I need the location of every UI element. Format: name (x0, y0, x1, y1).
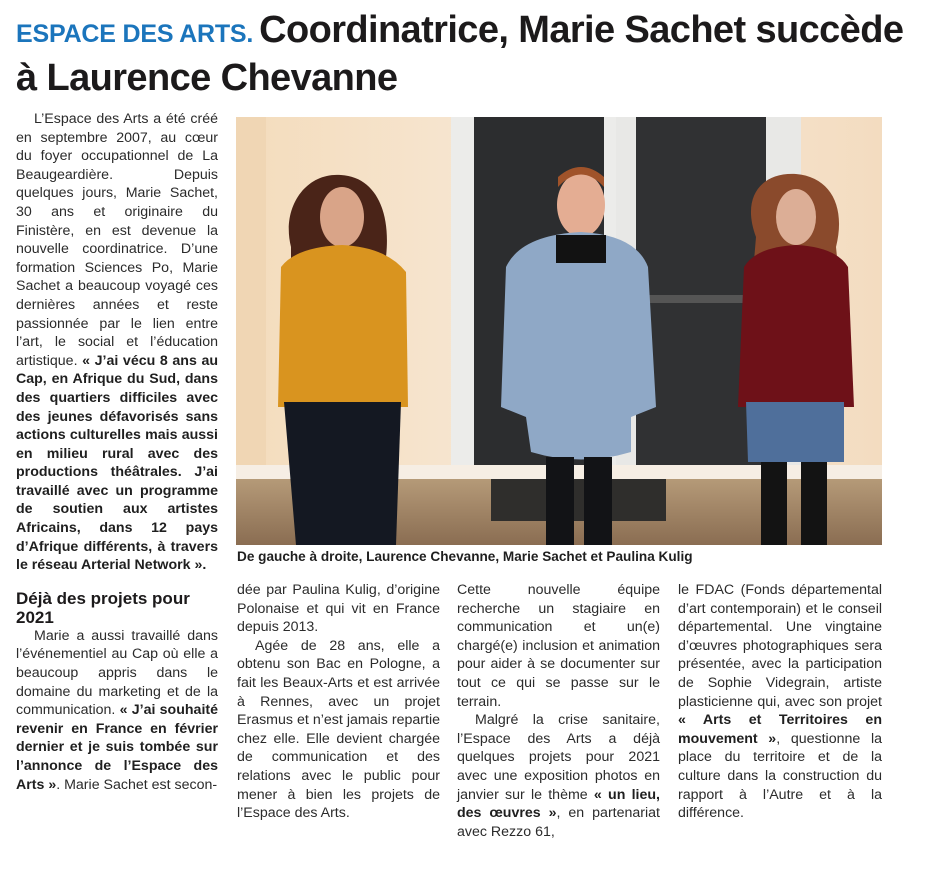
paragraph-text: Malgré la crise sanitaire, l’Espace des Arts a déjà quelques projets pour 2021 avec une exposition photos en janvier sur le thème (457, 712, 660, 803)
paragraph-text: , questionne la place du territoire et de la culture dans la construction du rapport à l’Autre et à la différence. (678, 730, 882, 822)
paragraph-text: , en partenariat avec Rezzo 61, (457, 805, 660, 840)
paragraph-text: . Marie Sachet est secon- (56, 776, 218, 793)
column-2 (237, 581, 440, 823)
kicker: ESPACE DES ARTS. (16, 20, 254, 48)
headline-text: Coordinatrice, Marie Sachet succède à Laurence Chevanne (16, 9, 904, 99)
paragraph: Cette nouvelle équipe recherche un stagiaire en communication et un(e) chargé(e) inclusion et animation pour aider à se documenter sur tout ce qui se passe sur le terrain. (457, 582, 660, 710)
column-4 (678, 581, 882, 823)
article-photo (236, 117, 882, 545)
paragraph (457, 711, 660, 841)
paragraph (16, 627, 218, 794)
paragraph-text: le FDAC (Fonds départemental d’art contemporain) et le conseil départemental. Une vingtaine d’œuvres photographiques sera présentée, avec la participation de Sophie Videgrain, artiste plasticienne qui, avec son projet (678, 582, 882, 710)
paragraph (678, 581, 882, 823)
quote: « un lieu, des œuvres » (457, 786, 660, 822)
paragraph: dée par Paulina Kulig, d’origine Polonaise et qui vit en France depuis 2013. (237, 582, 440, 636)
doormat (491, 479, 666, 521)
quote: « J’ai souhaité revenir en France en février dernier et je suis tombée sur l’annonce de l’Espace des Arts » (16, 702, 218, 793)
column-3 (457, 581, 660, 841)
paragraph-text: Marie a aussi travaillé dans l’événementiel au Cap où elle a beaucoup appris dans le domaine du marketing et de la communication. (16, 627, 218, 719)
column-1 (16, 110, 218, 794)
intro-text: L’Espace des Arts a été créé en septembre 2007, au cœur du foyer occupationnel de La Beaugeardière. Depuis quelques jours, Marie Sachet, 30 ans et originaire du Finistère, en est devenue la nouvelle coordinatrice. D’une formation Sciences Po, Marie Sachet a beaucoup voyagé ces dernières années et reste passionnée par le lien entre l’art, le social et l’éducation artistique. (16, 111, 218, 369)
paragraph: Agée de 28 ans, elle a obtenu son Bac en Pologne, a fait les Beaux-Arts et est arrivée à Rennes, avec un projet Erasmus et n’est jamais repartie chez elle. Elle devient chargée de communication et des relations avec le public pour mener à bien les projets de l’Espace des Arts. (237, 637, 440, 822)
quote: « Arts et Territoires en mouvement » (678, 712, 882, 747)
subhead: Déjà des projets pour 2021 (16, 588, 190, 627)
intro-quote: « J’ai vécu 8 ans au Cap, en Afrique du Sud, dans des quartiers difficiles avec des jeunes défavorisés sans actions culturelles mais aussi en milieu rural avec des productions théâtrales. J’ai travaillé avec un programme de soutien aux artistes Africains, dans 12 pays d’Afrique différents, à travers le réseau Arterial Network ». (16, 352, 219, 574)
photo-illustration (236, 117, 882, 545)
intro-paragraph (16, 110, 218, 575)
headline (16, 8, 916, 100)
photo-caption: De gauche à droite, Laurence Chevanne, Marie Sachet et Paulina Kulig (237, 549, 693, 564)
